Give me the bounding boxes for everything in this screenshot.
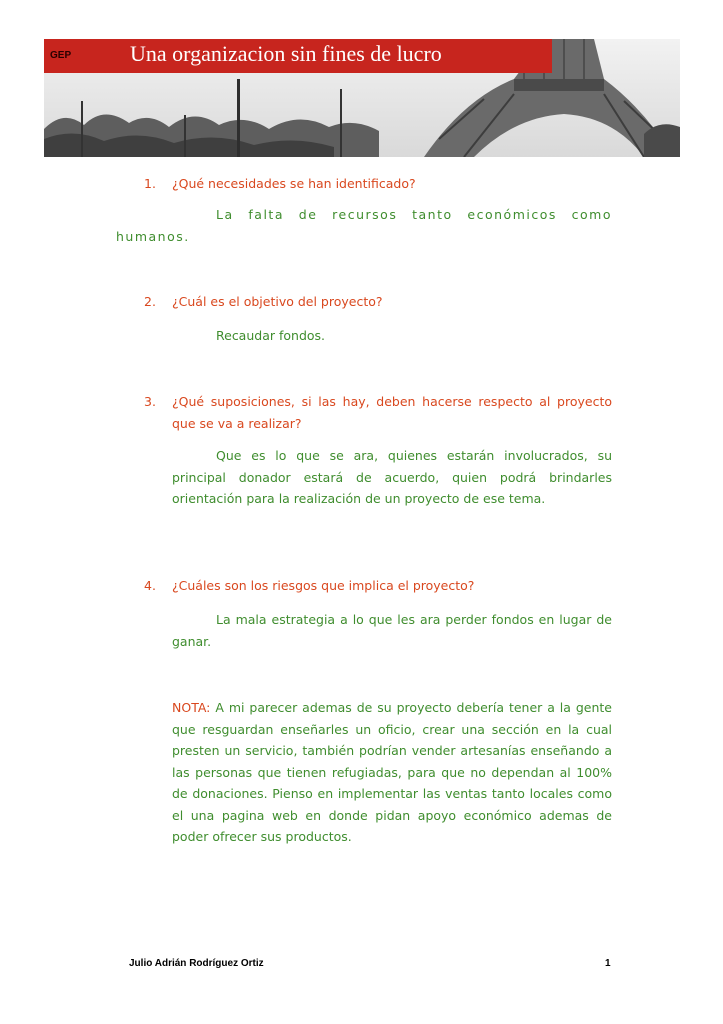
question-4: [144, 575, 612, 597]
question-number: 4.: [144, 578, 156, 593]
question-text: ¿Qué necesidades se han identificado?: [172, 176, 416, 191]
question-number: 2.: [144, 294, 156, 309]
answer-1: La falta de recursos tanto económicos como humanos.: [116, 207, 612, 244]
question-text: ¿Qué suposiciones, si las hay, deben hacerse respecto al proyecto que se va a realizar?: [172, 394, 612, 431]
question-3: [144, 391, 612, 434]
question-1: [144, 173, 612, 195]
title-bar: [44, 39, 552, 73]
note-label: NOTA:: [172, 700, 211, 715]
question-number: 1.: [144, 176, 156, 191]
answer-2: Recaudar fondos.: [216, 328, 326, 343]
note-text: A mi parecer ademas de su proyecto debería tener a la gente que resguardan enseñarles un oficio, crear una sección en la cual presten un servicio, también podrían vender artesanías enseñando a las personas que tienen refugiadas, para que no dependan al 100% de donaciones. Pienso en implementar las ventas tanto locales como el una pagina web en donde pidan apoyo económico ademas de poder ofrecer sus productos.: [172, 700, 612, 844]
footer-author: Julio Adrián Rodríguez Ortiz: [129, 958, 264, 969]
question-number: 3.: [144, 394, 156, 409]
answer-3: Que es lo que se ara, quienes estarán involucrados, su principal donador estará de acuerdo, quien podrá brindarles orientación para la realización de un proyecto de ese tema.: [172, 448, 612, 506]
question-text: ¿Cuáles son los riesgos que implica el proyecto?: [172, 578, 475, 593]
question-2: [144, 291, 612, 313]
note-paragraph: [172, 697, 612, 848]
logo-text: GEP: [50, 50, 72, 61]
answer-4: La mala estrategia a lo que les ara perder fondos en lugar de ganar.: [172, 612, 612, 649]
page-title: Una organizacion sin fines de lucro: [130, 41, 442, 66]
question-text: ¿Cuál es el objetivo del proyecto?: [172, 294, 383, 309]
page-number: 1: [605, 958, 611, 969]
header-banner: [44, 39, 680, 157]
